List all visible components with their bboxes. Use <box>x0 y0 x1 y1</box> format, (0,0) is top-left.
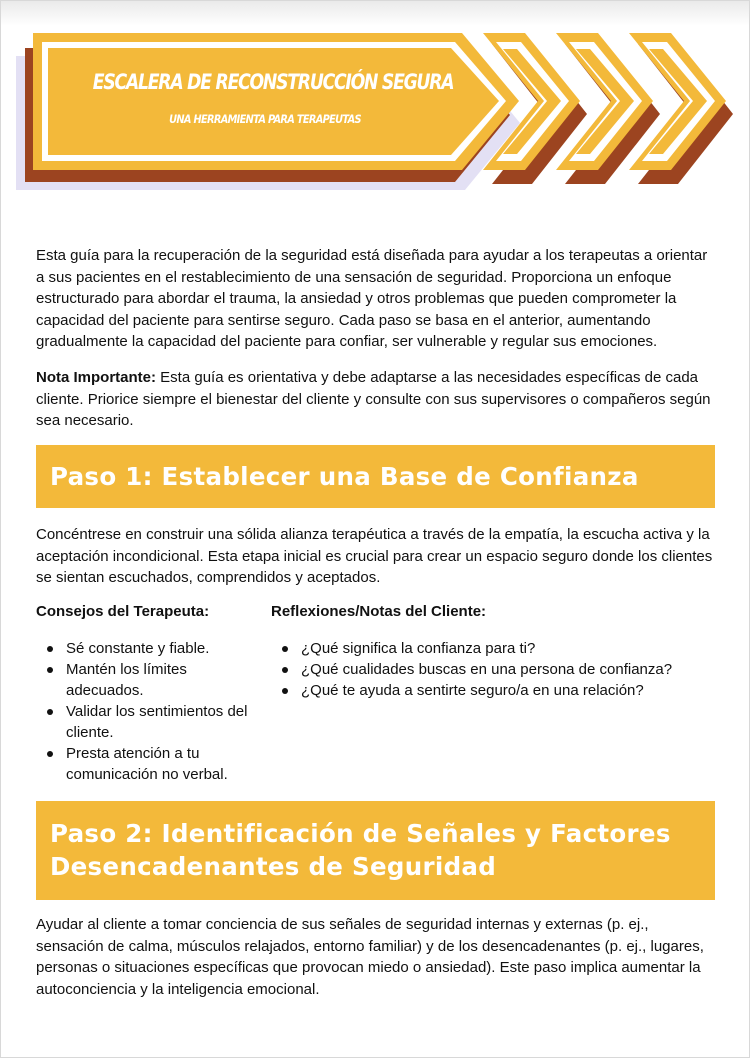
chevron-arrows <box>483 33 733 184</box>
therapist-tips-list <box>36 638 261 785</box>
bullet-icon <box>282 667 288 673</box>
bullet-icon <box>282 646 288 652</box>
therapist-tips-heading: Consejos del Terapeuta: <box>36 603 210 620</box>
bullet-icon <box>47 646 53 652</box>
banner-inner-shape <box>48 48 499 155</box>
list-item: ¿Qué te ayuda a sentirte seguro/a en una relación? <box>271 680 721 701</box>
bullet-icon <box>47 751 53 757</box>
list-item: ¿Qué cualidades buscas en una persona de confianza? <box>271 659 721 680</box>
step2-heading: Paso 2: Identificación de Señales y Factores Desencadenantes de Seguridad <box>50 819 671 881</box>
important-note-label: Nota Importante: <box>36 369 156 386</box>
important-note-text: Esta guía es orientativa y debe adaptarse a las necesidades específicas de cada cliente. Priorice siempre el bienestar del cliente y consulte con sus supervisores o compañeros según sea necesario. <box>36 369 711 429</box>
step1-heading: Paso 1: Establecer una Base de Confianza <box>50 462 639 491</box>
important-note <box>36 367 718 432</box>
header-banner <box>0 0 750 200</box>
bullet-icon <box>47 709 53 715</box>
list-item: ¿Qué significa la confianza para ti? <box>271 638 721 659</box>
banner-subtitle: UNA HERRAMIENTA PARA TERAPEUTAS <box>169 112 361 126</box>
list-item: Presta atención a tu comunicación no verbal. <box>36 743 261 785</box>
step1-heading-band <box>36 445 715 508</box>
step2-heading-band <box>36 801 715 900</box>
step1-description: Concéntrese en construir una sólida alianza terapéutica a través de la empatía, la escucha activa y la aceptación incondicional. Esta etapa inicial es crucial para crear un espacio seguro donde los clientes se sientan escuchados, comprendidos y aceptados. <box>36 526 713 586</box>
list-item: Sé constante y fiable. <box>36 638 261 659</box>
intro-paragraph: Esta guía para la recuperación de la seguridad está diseñada para ayudar a los terapeutas a orientar a sus pacientes en el restablecimiento de una sensación de seguridad. Proporciona un enfoque estructurado para abordar el trauma, la ansiedad y otros problemas que pueden comprometer la capacidad del paciente para sentirse seguro. Cada paso se basa en el anterior, aumentando gradualmente la capacidad del paciente para confiar, ser vulnerable y regular sus emociones. <box>36 247 708 350</box>
step2-description: Ayudar al cliente a tomar conciencia de sus señales de seguridad internas y externas (p. ej., sensación de calma, músculos relajados, entorno familiar) y de los desencadenantes (p. ej., lugares, personas o situaciones específicas que provocan miedo o ansiedad). Este paso implica aumentar la autoconciencia y la inteligencia emocional. <box>36 916 704 998</box>
client-notes-heading: Reflexiones/Notas del Cliente: <box>271 603 487 620</box>
list-item: Validar los sentimientos del cliente. <box>36 701 261 743</box>
client-notes-list <box>271 638 721 701</box>
bullet-icon <box>47 667 53 673</box>
banner-graphic <box>0 0 750 200</box>
list-item: Mantén los límites adecuados. <box>36 659 261 701</box>
bullet-icon <box>282 688 288 694</box>
banner-title: ESCALERA DE RECONSTRUCCIÓN SEGURA <box>92 70 454 94</box>
